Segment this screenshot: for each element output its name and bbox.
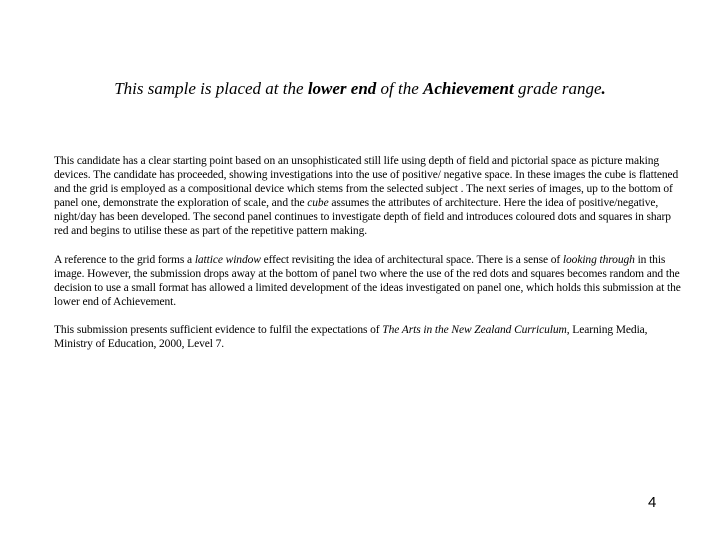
- paragraph-3-curriculum-title: The Arts in the New Zealand Curriculum: [382, 323, 567, 336]
- paragraph-1-text-a: This candidate has a clear starting point based on an unsophisticated still life using depth of field and pictorial space as picture making devices. The candidate has proceeded, showing investigations into the use of positive/ negative space. In these images the cube is flattened and the grid is employed as a compositional device which stems from the selected subject . The next series of images, up to the bottom of panel one, demonstrate the exploration of scale, and the: [54, 155, 679, 210]
- paragraph-2-emphasis-lattice-window: lattice window: [194, 253, 261, 266]
- paragraph-curriculum-evidence: [54, 323, 684, 351]
- paragraph-1-text-b: assumes the attributes of architecture. Here the idea of positive/negative, night/day has been developed. The second panel continues to investigate depth of field and introduces coloured dots and squares in sharp red and begins to utilise these as part of the repetitive pattern making.: [54, 197, 671, 238]
- heading-middle: of the: [376, 79, 424, 98]
- heading-emphasis-lower-end: lower end: [307, 79, 377, 98]
- paragraph-3-text-b: , Learning Media, Ministry of Education, 2000, Level 7.: [54, 323, 648, 351]
- heading-period: .: [601, 79, 606, 98]
- paragraph-starting-point: [54, 154, 684, 239]
- paragraph-2-emphasis-looking-through: looking through: [562, 253, 635, 266]
- paragraph-2-text-c: in this image. However, the submission drops away at the bottom of panel two where the use of the red dots and squares becomes random and the decision to use a small format has allowed a limited development of the ideas investigated on panel one, which holds this submission at the lower end of Achievement.: [54, 253, 681, 308]
- commentary-body: [54, 154, 684, 351]
- paragraph-1-emphasis-cube: cube: [307, 197, 329, 210]
- paragraph-2-text-b: effect revisiting the idea of architectural space. There is a sense of: [260, 253, 563, 266]
- page-heading: [0, 79, 720, 99]
- heading-suffix: grade range: [513, 79, 602, 98]
- paragraph-2-text-a: A reference to the grid forms a: [54, 253, 195, 266]
- heading-prefix: This sample is placed at the: [114, 79, 308, 98]
- heading-emphasis-achievement: Achievement: [423, 79, 514, 98]
- paragraph-grid-reference: [54, 253, 684, 309]
- paragraph-3-text-a: This submission presents sufficient evidence to fulfil the expectations of: [54, 323, 383, 336]
- page-number: 4: [648, 494, 657, 511]
